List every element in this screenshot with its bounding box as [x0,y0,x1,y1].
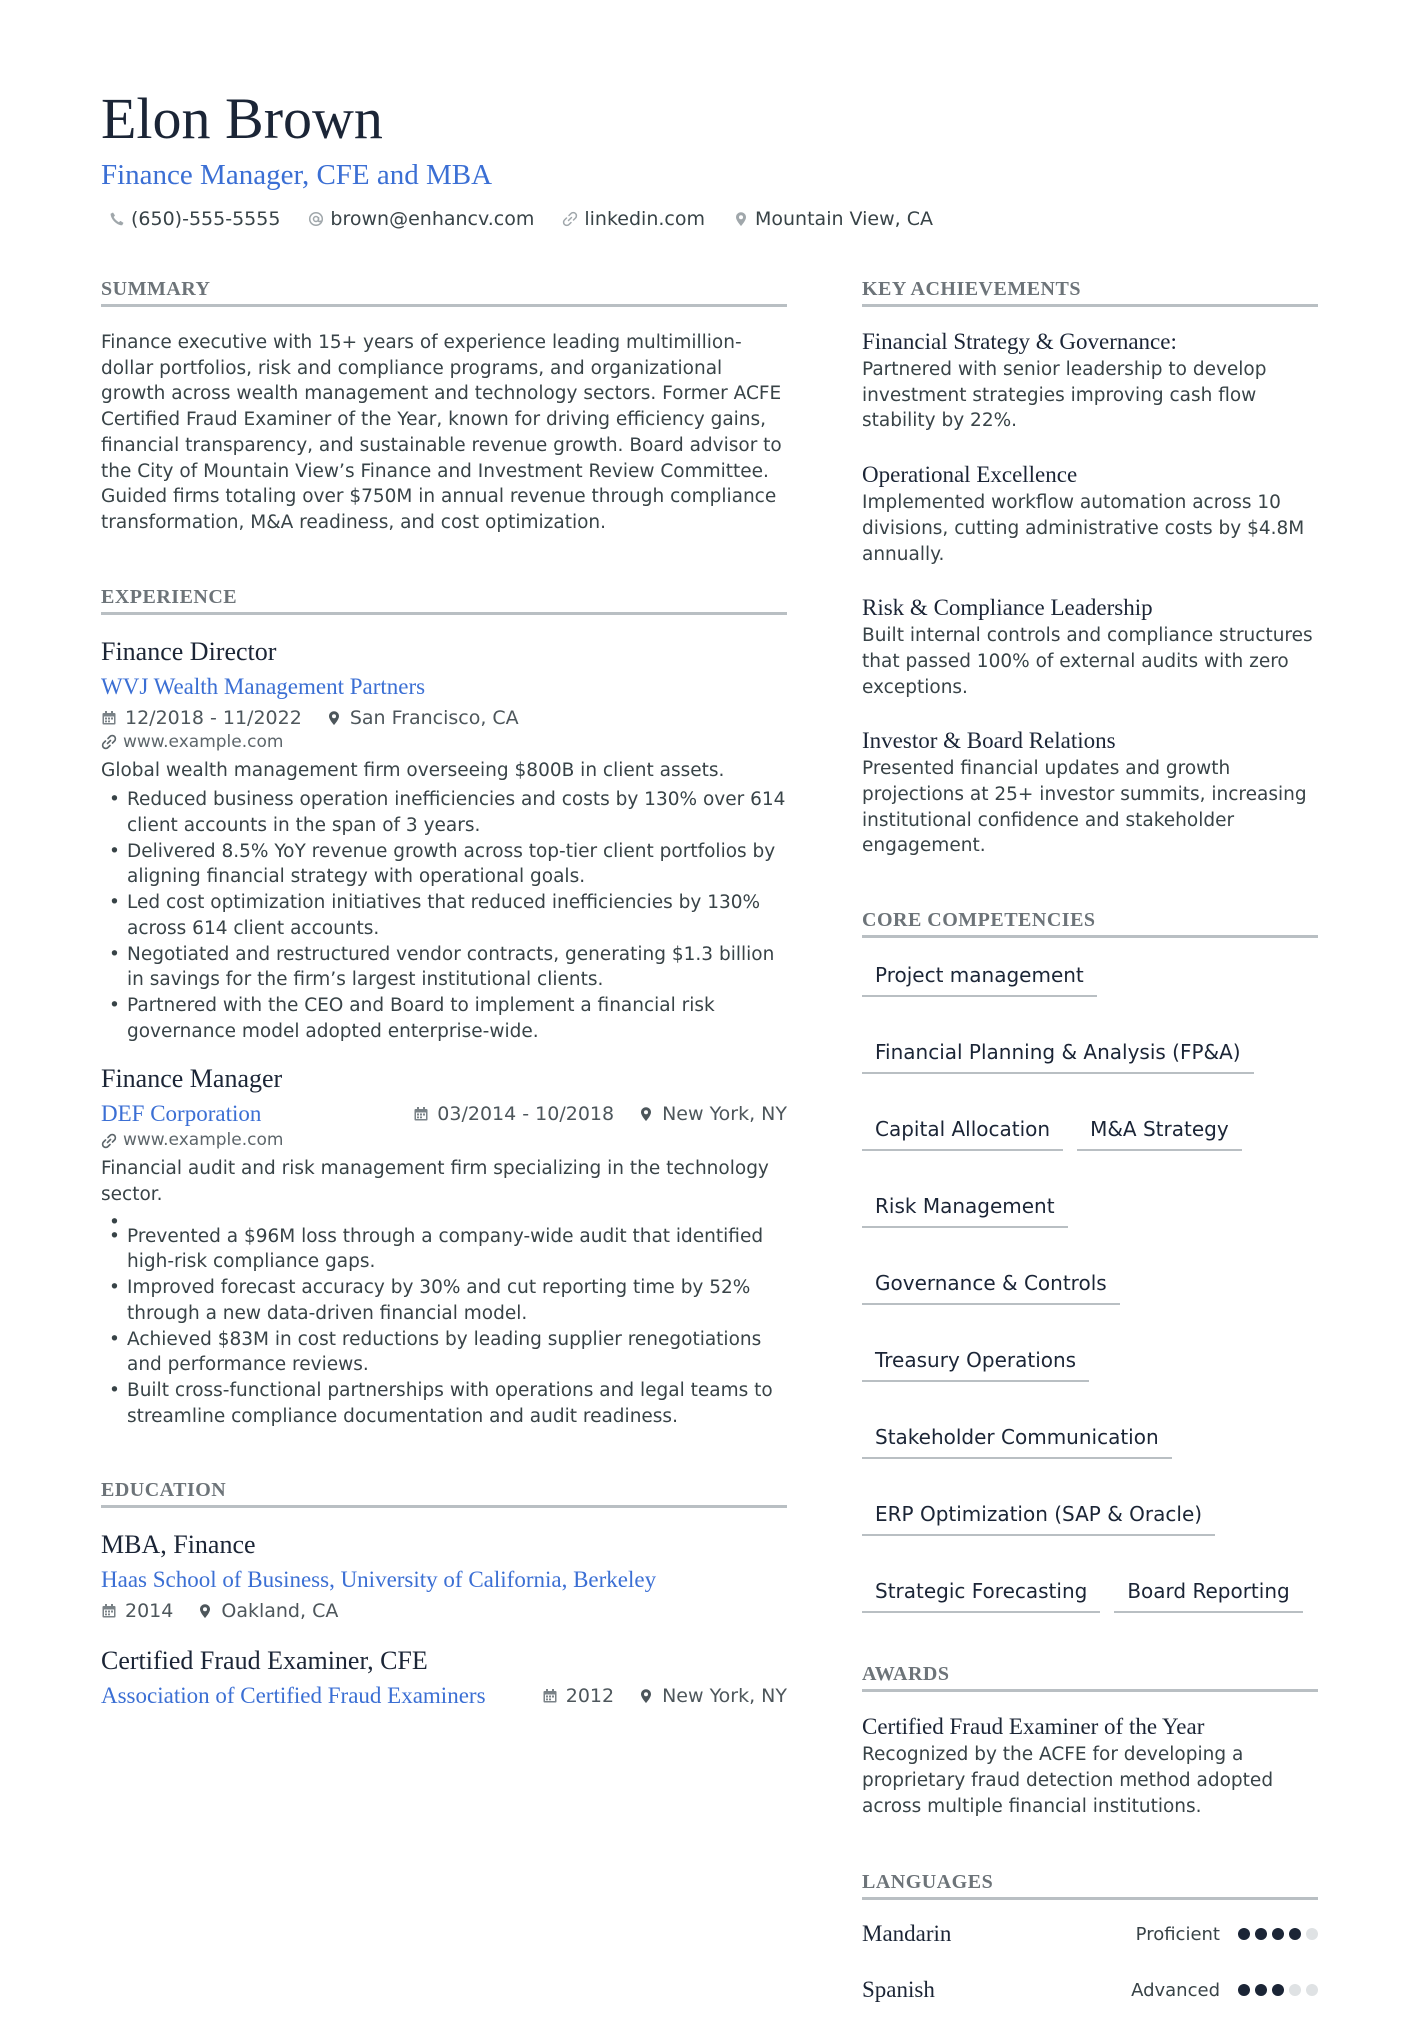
competency-tag: Financial Planning & Analysis (FP&A) [862,1033,1254,1074]
education-meta [542,1683,787,1709]
contact-linkedin-text: linkedin.com [584,208,705,230]
language-list [862,1906,1318,2018]
language-level: Proficient [1135,1923,1220,1945]
competency-tag: Board Reporting [1114,1572,1302,1613]
competency-tags [862,956,1318,1613]
competency-tag: Risk Management [862,1187,1068,1228]
education-section [101,1479,787,1711]
job-url[interactable] [101,731,787,754]
job-location-text: San Francisco, CA [349,706,519,729]
experience-item [101,1062,787,1429]
map-pin-icon [638,1106,654,1122]
competency-tag: ERP Optimization (SAP & Oracle) [862,1495,1215,1536]
link-icon [562,211,578,227]
experience-item [101,635,787,1045]
languages-section [862,1871,1318,2018]
job-bullet: • Built cross-functional partnerships with operations and legal teams to streamline compliance documentation and audit readiness. [101,1378,787,1429]
job-dates-text: 12/2018 - 11/2022 [125,706,302,729]
competency-tag: Project management [862,956,1097,997]
job-bullet: • Prevented a $96M loss through a company-wide audit that identified high-risk compliance gaps. [101,1224,787,1275]
achievement-item [862,460,1318,567]
competency-tag: Strategic Forecasting [862,1572,1100,1613]
rating-dot-filled [1289,1928,1301,1940]
achievement-text: Built internal controls and compliance structures that passed 100% of external audits with zero exceptions. [862,625,1313,698]
phone-icon [109,211,125,227]
calendar-icon [542,1688,558,1704]
education-school: Association of Certified Fraud Examiners [101,1683,486,1709]
education-degree: Certified Fraud Examiner, CFE [101,1646,428,1676]
award-item [862,1712,1318,1819]
rating-dot-filled [1255,1928,1267,1940]
rating-dot-filled [1255,1984,1267,1996]
link-icon [101,1133,117,1149]
education-year [542,1683,614,1709]
education-school-row [101,1680,787,1711]
calendar-icon [101,710,117,726]
language-item [862,1962,1318,2018]
summary-section [101,278,787,536]
map-pin-icon [733,211,749,227]
education-degree: MBA, Finance [101,1530,256,1560]
job-dates [101,705,302,731]
education-school: Haas School of Business, University of California, Berkeley [101,1567,657,1593]
education-location [197,1598,338,1624]
experience-section [101,586,787,1430]
languages-heading: LANGUAGES [862,1871,1318,1900]
rating-dot-empty [1306,1928,1318,1940]
candidate-title: Finance Manager, CFE and MBA [101,159,493,191]
calendar-icon [101,1603,117,1619]
job-role: Finance Manager [101,1064,283,1094]
education-year-text: 2014 [125,1600,174,1623]
competencies-heading: CORE COMPETENCIES [862,909,1318,938]
job-bullet: • Reduced business operation inefficiencies and costs by 130% over 614 client accounts in the span of 3 years. [101,787,787,838]
job-bullet: • Led cost optimization initiatives that reduced inefficiencies by 130% across 614 client accounts. [101,890,787,941]
right-column [862,278,1318,2018]
language-rating [1238,1928,1318,1940]
achievement-text: Partnered with senior leadership to develop investment strategies improving cash flow stability by 22%. [862,359,1267,432]
resume-header [101,84,1321,230]
competency-tag: Treasury Operations [862,1341,1089,1382]
job-description: Financial audit and risk management firm specializing in the technology sector. [101,1158,769,1206]
achievement-title: Risk & Compliance Leadership [862,595,1153,621]
awards-heading: AWARDS [862,1663,1318,1692]
language-item [862,1906,1318,1962]
job-bullet: • Delivered 8.5% YoY revenue growth across top-tier client portfolios by aligning financial strategy with operational goals. [101,839,787,890]
job-location [326,705,519,731]
job-description: Global wealth management firm overseeing $800B in client assets. [101,759,725,781]
rating-dot-filled [1272,1928,1284,1940]
rating-dot-empty [1306,1984,1318,1996]
contact-location [733,208,933,230]
awards-section [862,1663,1318,1819]
education-item [101,1528,787,1624]
competency-tag: Stakeholder Communication [862,1418,1172,1459]
education-meta [101,1598,787,1624]
achievement-item [862,593,1318,700]
education-location [638,1683,787,1709]
achievement-title: Financial Strategy & Governance: [862,329,1177,354]
achievements-section [862,278,1318,859]
education-location-text: New York, NY [662,1684,787,1707]
contact-email[interactable] [308,208,534,230]
language-name: Mandarin [862,1921,952,1947]
achievement-title: Operational Excellence [862,462,1078,488]
calendar-icon [413,1106,429,1122]
education-location-text: Oakland, CA [221,1600,339,1623]
job-company-row [101,1098,787,1129]
achievement-title: Investor & Board Relations [862,728,1116,754]
job-bullet: • Negotiated and restructured vendor contracts, generating $1.3 billion in savings for the firm’s largest institutional clients. [101,942,787,993]
competency-tag: Governance & Controls [862,1264,1120,1305]
competency-tag: M&A Strategy [1077,1110,1242,1151]
at-icon [308,211,324,227]
competency-tag: Capital Allocation [862,1110,1063,1151]
map-pin-icon [197,1603,213,1619]
achievements-heading: KEY ACHIEVEMENTS [862,278,1318,307]
job-bullets [101,1210,787,1430]
contact-location-text: Mountain View, CA [755,208,933,230]
job-url-text: www.example.com [123,1130,284,1151]
job-company: WVJ Wealth Management Partners [101,673,426,699]
achievement-text: Implemented workflow automation across 10 divisions, cutting administrative costs by $4.8M annually. [862,492,1305,565]
job-bullet: • Partnered with the CEO and Board to implement a financial risk governance model adopted enterprise-wide. [101,993,787,1044]
job-bullet [101,1210,787,1224]
job-meta [413,1101,787,1127]
contact-bar [101,208,1321,230]
contact-phone[interactable] [109,208,280,230]
job-company: DEF Corporation [101,1101,262,1127]
job-url-text: www.example.com [123,731,284,752]
education-year [101,1598,173,1624]
education-item [101,1644,787,1711]
award-title: Certified Fraud Examiner of the Year [862,1714,1205,1740]
summary-heading: SUMMARY [101,278,787,307]
contact-phone-text: (650)-555-5555 [131,208,281,230]
language-proficiency [1136,1924,1318,1945]
education-year-text: 2012 [565,1684,615,1707]
contact-email-text: brown@enhancv.com [330,208,535,230]
rating-dot-empty [1289,1984,1301,1996]
job-location-text: New York, NY [662,1102,787,1125]
job-bullets [101,787,787,1044]
job-location [638,1101,787,1127]
link-icon [101,734,117,750]
job-url[interactable] [101,1129,787,1152]
rating-dot-filled [1272,1984,1284,1996]
language-proficiency [1131,1980,1318,2001]
rating-dot-filled [1238,1984,1250,1996]
job-dates-text: 03/2014 - 10/2018 [437,1102,615,1125]
language-rating [1238,1984,1318,1996]
language-name: Spanish [862,1977,935,2003]
left-column [101,278,787,1711]
education-heading: EDUCATION [101,1479,787,1508]
competencies-section [862,909,1318,1613]
award-text: Recognized by the ACFE for developing a proprietary fraud detection method adopted across multiple financial institutions. [862,1744,1274,1817]
candidate-name: Elon Brown [101,86,383,151]
summary-text: Finance executive with 15+ years of experience leading multimillion-dollar portfolios, risk and compliance programs, and organizational growth across wealth management and technology sectors. Former ACFE Certified Fraud Examiner of the Year, known for driving efficiency gains, financial transparency, and sustainable revenue growth. Board advisor to the City of Mountain View’s Finance and Investment Review Committee. Guided firms totaling over $750M in annual revenue through compliance transformation, M&A readiness, and cost optimization. [101,332,782,533]
experience-heading: EXPERIENCE [101,586,787,615]
achievement-text: Presented financial updates and growth projections at 25+ investor summits, increasing institutional confidence and stakeholder engagement. [862,758,1307,857]
job-bullet: • Achieved $83M in cost reductions by leading supplier renegotiations and performance reviews. [101,1327,787,1378]
job-meta [101,705,787,731]
job-bullet: • Improved forecast accuracy by 30% and cut reporting time by 52% through a new data-driven financial model. [101,1275,787,1326]
achievement-item [862,327,1318,434]
job-role: Finance Director [101,636,277,666]
language-level: Advanced [1131,1979,1220,2001]
job-dates [413,1101,614,1127]
achievement-item [862,726,1318,859]
map-pin-icon [326,710,342,726]
map-pin-icon [638,1688,654,1704]
rating-dot-filled [1238,1928,1250,1940]
contact-linkedin[interactable] [562,208,705,230]
